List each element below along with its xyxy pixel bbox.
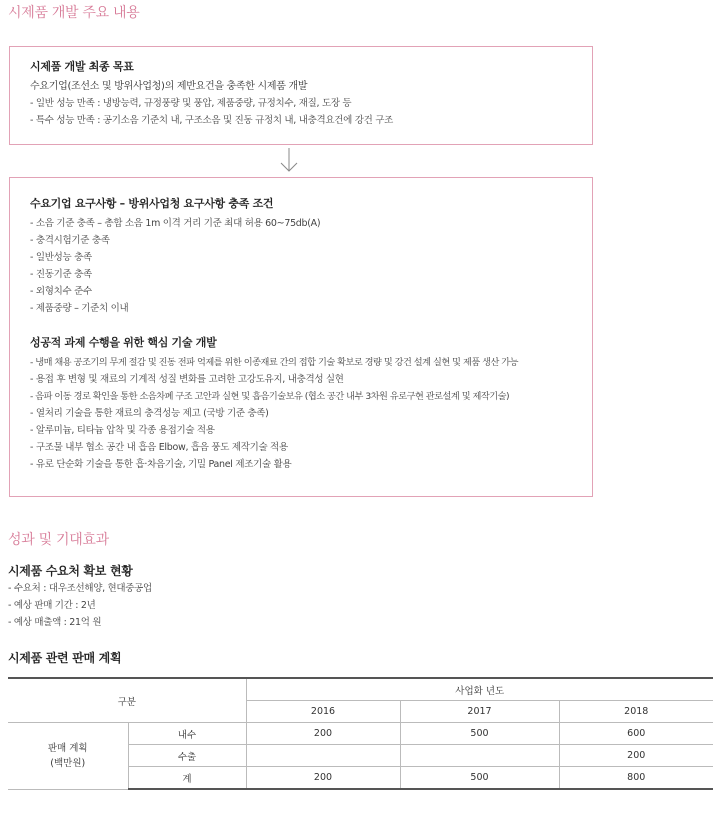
- row-group-title: 판매 계획: [47, 742, 88, 754]
- table-cell: 600: [559, 723, 713, 745]
- table-cell: 800: [559, 767, 713, 790]
- final-goal-subtitle: 수요기업(조선소 및 방위사업청)의 제반요건을 충족한 시제품 개발: [30, 81, 308, 92]
- section-title-results: 성과 및 기대효과: [8, 532, 109, 548]
- requirement-line: - 제품중량 – 기준치 이내: [30, 303, 129, 314]
- core-tech-line: - 음파 이동 경로 확인을 통한 소음차폐 구조 고안과 실현 및 흡음기술보유 (협소 공간 내부 3차원 유로구현 관로설계 및 제작기술): [30, 391, 510, 402]
- row-label: 계: [128, 767, 246, 790]
- core-tech-line: - 열처리 기술을 통한 재료의 충격성능 제고 (국방 기준 충족): [30, 408, 269, 419]
- requirement-line: - 충격시험기준 충족: [30, 235, 110, 246]
- table-header-year-group: 사업화 년도: [246, 678, 713, 701]
- table-cell: [400, 745, 559, 767]
- requirements-box: [9, 177, 593, 497]
- table-cell: [246, 745, 400, 767]
- row-label: 수출: [128, 745, 246, 767]
- table-header-row: [8, 678, 713, 701]
- requirements-heading: 수요기업 요구사항 – 방위사업청 요구사항 충족 조건: [30, 197, 274, 210]
- final-goal-box: [9, 46, 593, 145]
- core-tech-line: - 냉매 채용 공조기의 무게 절감 및 진동 전파 억제를 위한 이종재료 간의 접합 기술 확보로 경량 및 강건 설계 실현 및 제품 생산 가능: [30, 357, 519, 368]
- row-label: 내수: [128, 723, 246, 745]
- section-title-development: 시제품 개발 주요 내용: [8, 5, 140, 21]
- requirement-line: - 일반성능 충족: [30, 252, 92, 263]
- table-cell: 500: [400, 723, 559, 745]
- core-tech-line: - 용접 후 변형 및 재료의 기계적 성질 변화를 고려한 고강도유지, 내충격성 실현: [30, 374, 344, 385]
- requirement-line: - 소음 기준 충족 – 총합 소음 1m 이격 거리 기준 최대 허용 60~75db(A): [30, 218, 321, 229]
- row-group-unit: (백만원): [50, 757, 86, 769]
- final-goal-line: - 특수 성능 만족 : 공기소음 기준치 내, 구조소음 및 진동 규정치 내, 내충격요건에 강건 구조: [30, 115, 393, 126]
- table-cell: 200: [246, 767, 400, 790]
- row-group-label: [8, 723, 128, 790]
- table-cell: 200: [246, 723, 400, 745]
- final-goal-heading: 시제품 개발 최종 목표: [30, 60, 134, 73]
- demand-line: - 예상 매출액 : 21억 원: [8, 617, 102, 628]
- table-header-year: 2018: [559, 701, 713, 723]
- requirement-line: - 외형치수 준수: [30, 286, 92, 297]
- table-header-year: 2016: [246, 701, 400, 723]
- table-header-year: 2017: [400, 701, 559, 723]
- demand-heading: 시제품 수요처 확보 현황: [8, 564, 133, 578]
- sales-plan-table: [8, 677, 713, 790]
- sales-plan-heading: 시제품 관련 판매 계획: [8, 651, 122, 665]
- core-tech-line: - 알루미늄, 티타늄 압착 및 각종 용접기술 적용: [30, 425, 215, 436]
- requirement-line: - 진동기준 충족: [30, 269, 92, 280]
- table-cell: 200: [559, 745, 713, 767]
- core-tech-heading: 성공적 과제 수행을 위한 핵심 기술 개발: [30, 336, 217, 349]
- table-row: [8, 723, 713, 745]
- core-tech-line: - 구조물 내부 협소 공간 내 흡음 Elbow, 흡음 풍도 제작기술 적용: [30, 442, 288, 453]
- demand-line: - 예상 판매 기간 : 2년: [8, 600, 96, 611]
- core-tech-line: - 유로 단순화 기술을 통한 흡·차음기술, 기밀 Panel 제조기술 활용: [30, 459, 292, 470]
- final-goal-line: - 일반 성능 만족 : 냉방능력, 규정풍량 및 풍압, 제품중량, 규정치수, 재질, 도장 등: [30, 98, 352, 109]
- down-arrow-icon: [279, 147, 299, 173]
- table-header-category: 구분: [8, 678, 246, 723]
- table-cell: 500: [400, 767, 559, 790]
- demand-line: - 수요처 : 대우조선해양, 현대중공업: [8, 583, 152, 594]
